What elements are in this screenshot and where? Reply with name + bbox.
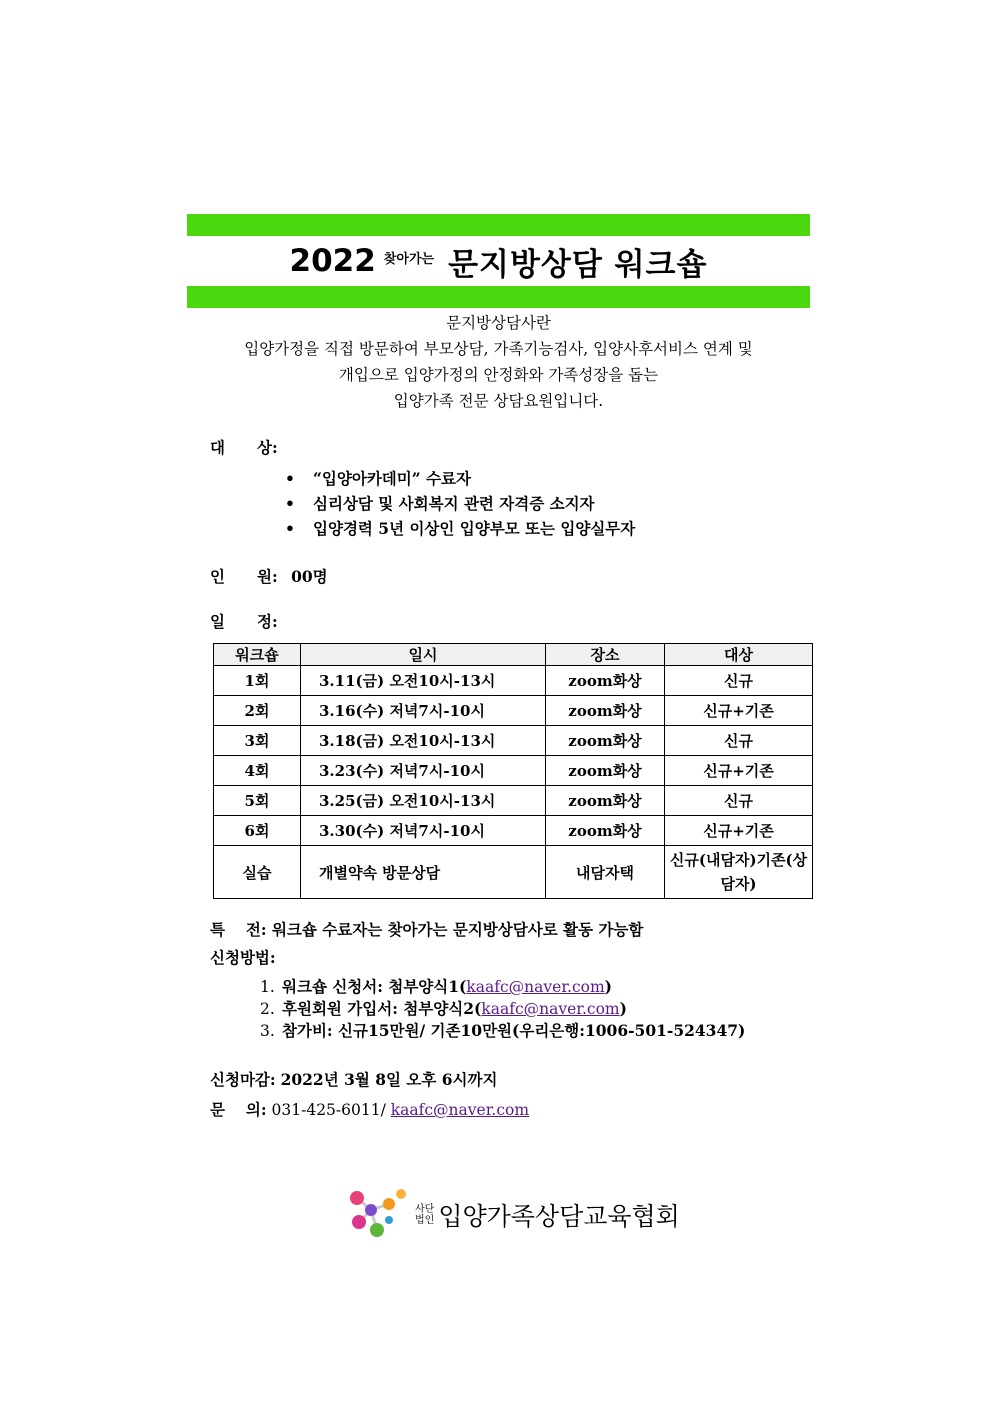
table-row [214, 696, 813, 726]
intro-line: 입양가족 전문 상담요원입니다. [393, 392, 604, 410]
cell-workshop: 1회 [214, 666, 301, 696]
cell-place: 내담자택 [546, 846, 665, 899]
header-target: 대상 [665, 644, 813, 666]
header-workshop: 워크숍 [214, 644, 301, 666]
list-item: • 입양경력 5년 이상인 입양부모 또는 입양실무자 [285, 516, 635, 541]
table-row [214, 666, 813, 696]
howto-steps [260, 976, 745, 1042]
cell-workshop: 5회 [214, 786, 301, 816]
title-year: 2022 [289, 243, 376, 279]
intro-text [187, 310, 810, 414]
cell-datetime: 3.25(금) 오전10시-13시 [301, 786, 546, 816]
cell-target: 신규 [665, 666, 813, 696]
page-title [187, 236, 810, 286]
contact-text: 문 의: 031-425-6011/ kaafc@naver.com [210, 1100, 530, 1119]
deadline-text: 신청마감: 2022년 3월 8일 오후 6시까지 [210, 1070, 498, 1089]
email-link[interactable]: kaafc@naver.com [466, 978, 605, 996]
target-list [285, 466, 635, 541]
table-row [214, 786, 813, 816]
cell-target: 신규+기존 [665, 756, 813, 786]
count-label: 인 원: 00명 [210, 567, 328, 586]
count-value: 00명 [291, 567, 328, 586]
cell-place: zoom화상 [546, 786, 665, 816]
cell-place: zoom화상 [546, 666, 665, 696]
logo-name: 입양가족상담교육협회 [438, 1202, 680, 1231]
table-header-row [214, 644, 813, 666]
title-main: 문지방상담 워크숍 [448, 246, 708, 283]
list-item: • “입양아카데미” 수료자 [285, 466, 635, 491]
table-row [214, 846, 813, 899]
email-link[interactable]: kaafc@naver.com [481, 1000, 620, 1018]
cell-workshop: 3회 [214, 726, 301, 756]
cell-place: zoom화상 [546, 696, 665, 726]
intro-line: 문지방상담사란 [446, 314, 551, 332]
list-item: 1. 워크숍 신청서: 첨부양식1(kaafc@naver.com) [260, 977, 613, 996]
cell-workshop: 2회 [214, 696, 301, 726]
cell-place: zoom화상 [546, 726, 665, 756]
howto-label: 신청방법: [210, 948, 276, 967]
table-row [214, 756, 813, 786]
title-bottom-bar [187, 286, 810, 308]
org-logo [345, 1186, 680, 1244]
list-item: 2. 후원회원 가입서: 첨부양식2(kaafc@naver.com) [260, 999, 627, 1018]
schedule-label: 일 정: [210, 612, 278, 631]
email-link[interactable]: kaafc@naver.com [390, 1101, 530, 1119]
list-item: • 심리상담 및 사회복지 관련 자격증 소지자 [285, 491, 635, 516]
cell-datetime: 3.18(금) 오전10시-13시 [301, 726, 546, 756]
cell-datetime: 3.23(수) 저녁7시-10시 [301, 756, 546, 786]
cell-place: zoom화상 [546, 816, 665, 846]
cell-target: 신규+기존 [665, 816, 813, 846]
title-small: 찾아가는 [383, 252, 435, 267]
cell-datetime: 3.30(수) 저녁7시-10시 [301, 816, 546, 846]
cell-datetime: 3.16(수) 저녁7시-10시 [301, 696, 546, 726]
cell-datetime: 3.11(금) 오전10시-13시 [301, 666, 546, 696]
cell-target: 신규(내담자)기존(상담자) [665, 846, 813, 899]
header-place: 장소 [546, 644, 665, 666]
header-datetime: 일시 [301, 644, 546, 666]
benefit-text: 특 전: 워크숍 수료자는 찾아가는 문지방상담사로 활동 가능함 [210, 920, 644, 939]
table-row [214, 726, 813, 756]
title-top-bar [187, 214, 810, 236]
list-item: 3. 참가비: 신규15만원/ 기존10만원(우리은행:1006-501-524347) [260, 1021, 746, 1040]
intro-line: 개입으로 입양가정의 안정화와 가족성장을 돕는 [338, 366, 659, 384]
intro-line: 입양가정을 직접 방문하여 부모상담, 가족기능검사, 입양사후서비스 연계 및 [244, 340, 753, 358]
cell-target: 신규+기존 [665, 696, 813, 726]
cell-target: 신규 [665, 726, 813, 756]
cell-workshop: 6회 [214, 816, 301, 846]
logo-small-text: 사단 법인 [415, 1204, 435, 1226]
schedule-table [213, 643, 813, 899]
cell-place: zoom화상 [546, 756, 665, 786]
table-row [214, 816, 813, 846]
cell-workshop: 실습 [214, 846, 301, 899]
target-label: 대 상: [210, 438, 278, 457]
cell-datetime: 개별약속 방문상담 [301, 846, 546, 899]
org-logo-icon [345, 1186, 407, 1244]
cell-workshop: 4회 [214, 756, 301, 786]
cell-target: 신규 [665, 786, 813, 816]
